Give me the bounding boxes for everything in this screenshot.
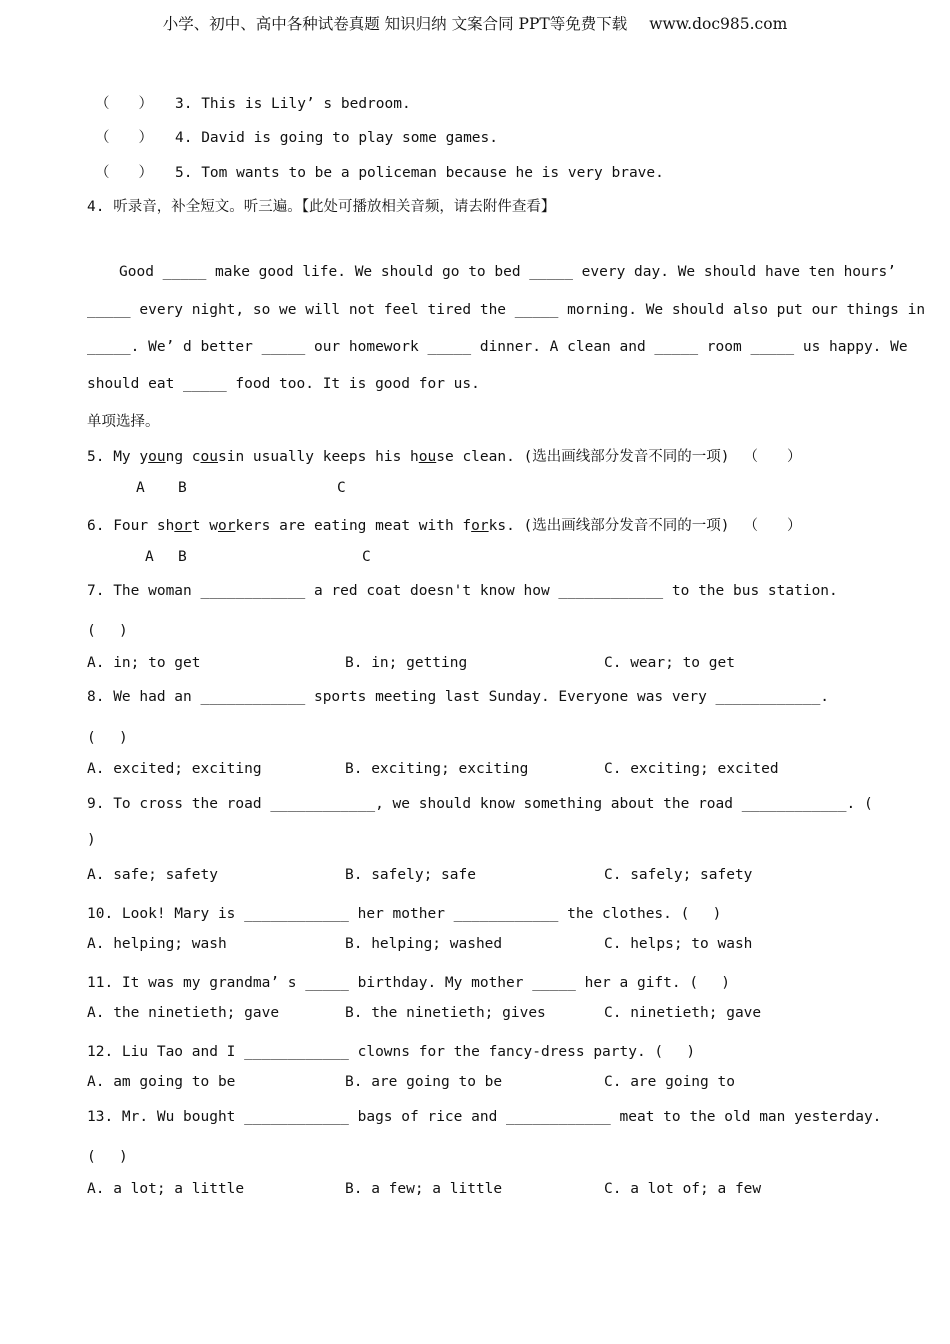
passage-line: _____ every night, so we will not feel tired the _____ morning. We should also put our things in [87,302,926,318]
question-8-stem: 8. We had an ____________ sports meeting last Sunday. Everyone was very ____________. [87,689,830,705]
question-7-stem: 7. The woman ____________ a red coat doesn't know how ____________ to the bus station. [87,583,838,599]
underlined-letters: ou [148,449,166,465]
page-header [0,12,950,34]
question-9-stem: 9. To cross the road ____________, we should know something about the road ____________. ( [87,796,873,812]
option-b: B. a few; a little [345,1181,503,1197]
option-c: C. wear; to get [604,655,735,671]
stem-text: sin usually keeps his h [217,449,419,465]
answer-paren: （ ） [743,518,802,534]
stem-text: ng c [165,449,201,465]
underline-label-b: B [178,549,187,565]
instruction-text: (选出画线部分发音不同的一项) [523,449,730,465]
option-c: C. helps; to wash [604,936,753,952]
option-b: B. the ninetieth; gives [345,1005,546,1021]
option-b: B. safely; safe [345,867,476,883]
underlined-letters: or [174,518,192,534]
underline-label-c: C [362,549,371,565]
option-a: A. helping; wash [87,936,227,952]
stem-text: My y [113,449,149,465]
question-number: 6. [87,518,114,534]
underline-label-a: A [136,480,145,496]
question-6 [87,514,802,535]
option-c: C. exciting; excited [604,761,779,777]
header-text: 小学、初中、高中各种试卷真题 知识归纳 文案合同 PPT等免费下载 [162,15,628,33]
judge-item [95,92,411,113]
question-12-stem: 12. Liu Tao and I ____________ clowns for the fancy-dress party. ( ) [87,1044,696,1060]
question-number: 5. [87,449,114,465]
judge-item [95,161,664,182]
option-a: A. am going to be [87,1074,236,1090]
stem-text: se clean. [436,449,524,465]
option-a: A. excited; exciting [87,761,262,777]
option-b: B. are going to be [345,1074,503,1090]
option-b: B. helping; washed [345,936,503,952]
question-5 [87,445,802,466]
option-c: C. are going to [604,1074,735,1090]
underline-label-c: C [337,480,346,496]
question-13-stem: 13. Mr. Wu bought ____________ bags of rice and ____________ meat to the old man yesterday. [87,1109,882,1125]
option-a: A. safe; safety [87,867,218,883]
question-11-stem: 11. It was my grandma’ s _____ birthday. My mother _____ her a gift. ( ) [87,975,731,991]
option-c: C. a lot of; a few [604,1181,762,1197]
question-10-stem: 10. Look! Mary is ____________ her mother ____________ the clothes. ( ) [87,906,722,922]
judge-item-text: 5. Tom wants to be a policeman because he is very brave. [175,165,664,181]
underlined-letters: ou [200,449,218,465]
answer-paren: ( ) [87,1149,128,1165]
answer-paren: （ ） [95,165,153,181]
judge-item [95,126,498,147]
answer-paren: （ ） [95,130,153,146]
stem-text: kers are eating meat with f [235,518,472,534]
passage-line: should eat _____ food too. It is good for us. [87,376,480,392]
stem-text: t w [191,518,218,534]
option-b: B. exciting; exciting [345,761,529,777]
passage-line: Good _____ make good life. We should go to bed _____ every day. We should have ten hours’ [119,264,896,280]
option-a: A. a lot; a little [87,1181,245,1197]
underline-label-a: A [145,549,154,565]
option-b: B. in; getting [345,655,468,671]
section-title-single-choice: 单项选择。 [87,414,160,430]
stem-text: Four sh [113,518,175,534]
passage-line: _____. We’ d better _____ our homework _____ dinner. A clean and _____ room _____ us happy. We [87,339,908,355]
stem-text: ks. [488,518,524,534]
judge-item-text: 3. This is Lily’ s bedroom. [175,96,411,112]
answer-paren: （ ） [95,96,153,112]
answer-paren: ) [87,832,96,848]
instruction-text: (选出画线部分发音不同的一项) [523,518,730,534]
answer-paren: ( ) [87,730,128,746]
underlined-letters: ou [418,449,437,465]
header-site-url: www.doc985.com [649,15,788,33]
option-a: A. in; to get [87,655,201,671]
answer-paren: （ ） [743,449,802,465]
option-a: A. the ninetieth; gave [87,1005,280,1021]
underlined-letters: or [217,518,236,534]
judge-item-text: 4. David is going to play some games. [175,130,499,146]
section-title-listening: 4. 听录音，补全短文。听三遍。【此处可播放相关音频，请去附件查看】 [87,199,556,215]
answer-paren: ( ) [87,623,128,639]
underline-label-b: B [178,480,187,496]
underlined-letters: or [471,518,489,534]
option-c: C. ninetieth; gave [604,1005,762,1021]
option-c: C. safely; safety [604,867,753,883]
